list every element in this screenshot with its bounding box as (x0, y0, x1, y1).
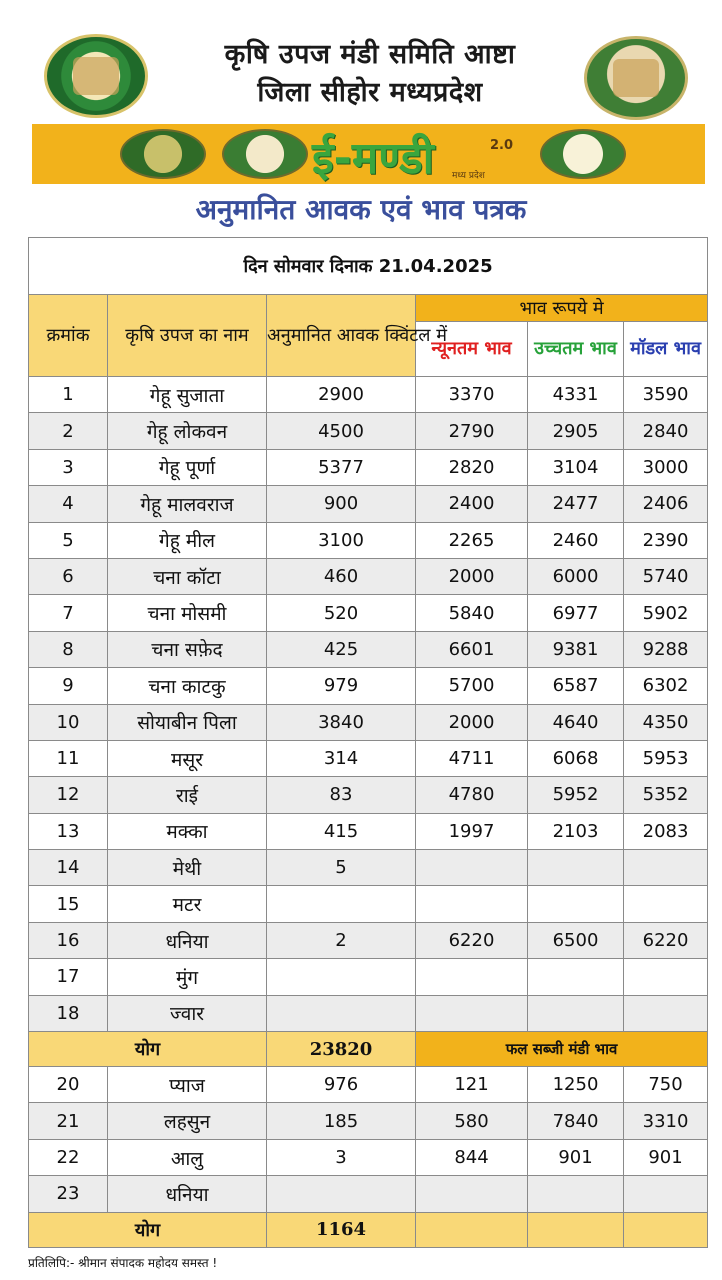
model-price-cell: 2406 (624, 486, 708, 522)
serial-cell: 11 (29, 740, 108, 776)
table-row (29, 777, 708, 813)
serial-cell: 16 (29, 922, 108, 958)
veg-total-blank-max (528, 1212, 624, 1247)
serial-cell: 2 (29, 413, 108, 449)
max-price-cell: 6500 (528, 922, 624, 958)
crop-name-cell: गेहू मालवराज (108, 486, 267, 522)
min-price-cell: 5840 (416, 595, 528, 631)
model-price-cell (624, 959, 708, 995)
arrival-cell: 520 (267, 595, 416, 631)
max-price-cell: 6068 (528, 740, 624, 776)
arrival-cell (267, 1176, 416, 1212)
col-min-header: न्यूनतम भाव (416, 322, 528, 377)
max-price-cell: 1250 (528, 1067, 624, 1103)
table-row (29, 595, 708, 631)
district-title: जिला सीहोर मध्यप्रदेश (257, 77, 483, 108)
veg-total-value: 1164 (267, 1212, 416, 1247)
max-price-cell (528, 1176, 624, 1212)
footer-copy-note: प्रतिलिपि:- श्रीमान संपादक महोदय समस्त ! (28, 1256, 218, 1270)
fruit-veg-header: फल सब्जी मंडी भाव (416, 1032, 708, 1067)
model-price-cell: 2083 (624, 813, 708, 849)
arrival-cell: 3840 (267, 704, 416, 740)
serial-cell: 7 (29, 595, 108, 631)
arrival-cell: 2 (267, 922, 416, 958)
model-price-cell: 3000 (624, 449, 708, 485)
table-row (29, 813, 708, 849)
max-price-cell: 2477 (528, 486, 624, 522)
serial-cell: 21 (29, 1103, 108, 1139)
veg-total-blank-min (416, 1212, 528, 1247)
min-price-cell: 844 (416, 1139, 528, 1175)
crop-name-cell: चना सफ़ेद (108, 631, 267, 667)
col-price-group-header: भाव रूपये मे (416, 295, 708, 322)
e-mandi-logo-text: ई-मण्डी (312, 133, 435, 184)
max-price-cell: 5952 (528, 777, 624, 813)
max-price-cell (528, 959, 624, 995)
arrival-cell: 3100 (267, 522, 416, 558)
model-price-cell: 901 (624, 1139, 708, 1175)
max-price-cell: 2460 (528, 522, 624, 558)
table-row (29, 449, 708, 485)
table-row (29, 1067, 708, 1103)
serial-cell: 5 (29, 522, 108, 558)
max-price-cell: 2103 (528, 813, 624, 849)
table-row (29, 959, 708, 995)
col-crop-header: कृषि उपज का नाम (108, 295, 267, 377)
serial-cell: 23 (29, 1176, 108, 1212)
table-row (29, 631, 708, 667)
crop-name-cell: धनिया (108, 1176, 267, 1212)
crop-name-cell: चना मोसमी (108, 595, 267, 631)
farmer-portrait-logo-icon (584, 36, 688, 120)
min-price-cell: 2820 (416, 449, 528, 485)
serial-cell: 22 (29, 1139, 108, 1175)
model-price-cell (624, 1176, 708, 1212)
crop-name-cell: आलु (108, 1139, 267, 1175)
min-price-cell: 121 (416, 1067, 528, 1103)
grain-total-row (29, 1032, 708, 1067)
serial-cell: 8 (29, 631, 108, 667)
crop-name-cell: चना कॉटा (108, 558, 267, 594)
arrival-cell: 3 (267, 1139, 416, 1175)
model-price-cell: 5953 (624, 740, 708, 776)
max-price-cell (528, 995, 624, 1031)
serial-cell: 14 (29, 850, 108, 886)
col-max-header: उच्चतम भाव (528, 322, 624, 377)
veg-total-label: योग (29, 1212, 267, 1247)
min-price-cell: 2265 (416, 522, 528, 558)
crop-name-cell: लहसुन (108, 1103, 267, 1139)
serial-cell: 20 (29, 1067, 108, 1103)
max-price-cell (528, 886, 624, 922)
table-row (29, 558, 708, 594)
arrival-cell (267, 959, 416, 995)
max-price-cell: 9381 (528, 631, 624, 667)
e-mandi-subtitle: मध्य प्रदेश (452, 171, 485, 181)
crop-name-cell: मटर (108, 886, 267, 922)
grain-total-value: 23820 (267, 1032, 416, 1067)
crop-name-cell: मुंग (108, 959, 267, 995)
table-row (29, 486, 708, 522)
min-price-cell (416, 886, 528, 922)
max-price-cell: 7840 (528, 1103, 624, 1139)
crop-name-cell: मेथी (108, 850, 267, 886)
table-row (29, 377, 708, 413)
table-row (29, 522, 708, 558)
model-price-cell: 5740 (624, 558, 708, 594)
serial-cell: 17 (29, 959, 108, 995)
table-row (29, 1103, 708, 1139)
crop-name-cell: राई (108, 777, 267, 813)
max-price-cell: 4640 (528, 704, 624, 740)
serial-cell: 13 (29, 813, 108, 849)
col-serial-header: क्रमांक (29, 295, 108, 377)
crop-name-cell: सोयाबीन पिला (108, 704, 267, 740)
arrival-cell: 314 (267, 740, 416, 776)
crop-name-cell: प्याज (108, 1067, 267, 1103)
max-price-cell: 901 (528, 1139, 624, 1175)
serial-cell: 3 (29, 449, 108, 485)
max-price-cell: 2905 (528, 413, 624, 449)
serial-cell: 1 (29, 377, 108, 413)
arrival-cell: 976 (267, 1067, 416, 1103)
arrival-cell: 2900 (267, 377, 416, 413)
mandi-emblem-icon (222, 129, 308, 179)
crop-name-cell: गेहू लोकवन (108, 413, 267, 449)
col-arrival-header: अनुमानित आवक क्विंटल में (267, 295, 416, 377)
price-table (28, 237, 708, 1248)
table-row (29, 922, 708, 958)
crop-name-cell: मक्का (108, 813, 267, 849)
arrival-cell: 83 (267, 777, 416, 813)
arrival-cell: 900 (267, 486, 416, 522)
page-header (0, 0, 722, 125)
model-price-cell: 5902 (624, 595, 708, 631)
veg-total-row (29, 1212, 708, 1247)
model-price-cell: 5352 (624, 777, 708, 813)
table-row (29, 704, 708, 740)
serial-cell: 15 (29, 886, 108, 922)
table-row (29, 850, 708, 886)
min-price-cell: 6220 (416, 922, 528, 958)
table-row (29, 886, 708, 922)
min-price-cell: 2790 (416, 413, 528, 449)
arrival-cell: 425 (267, 631, 416, 667)
max-price-cell (528, 850, 624, 886)
serial-cell: 12 (29, 777, 108, 813)
serial-cell: 10 (29, 704, 108, 740)
crop-name-cell: धनिया (108, 922, 267, 958)
min-price-cell (416, 959, 528, 995)
crop-name-cell: ज्वार (108, 995, 267, 1031)
serial-cell: 6 (29, 558, 108, 594)
min-price-cell: 2400 (416, 486, 528, 522)
crop-name-cell: गेहू मील (108, 522, 267, 558)
serial-cell: 9 (29, 668, 108, 704)
min-price-cell: 2000 (416, 558, 528, 594)
model-price-cell (624, 886, 708, 922)
model-price-cell: 6302 (624, 668, 708, 704)
arrival-cell: 460 (267, 558, 416, 594)
model-price-cell: 750 (624, 1067, 708, 1103)
min-price-cell: 3370 (416, 377, 528, 413)
crop-name-cell: चना काटकु (108, 668, 267, 704)
anniversary-emblem-icon (540, 129, 626, 179)
model-price-cell: 3590 (624, 377, 708, 413)
arrival-cell: 5 (267, 850, 416, 886)
col-model-header: मॉडल भाव (624, 322, 708, 377)
table-row (29, 740, 708, 776)
model-price-cell: 2390 (624, 522, 708, 558)
grain-total-label: योग (29, 1032, 267, 1067)
min-price-cell: 580 (416, 1103, 528, 1139)
arrival-cell (267, 995, 416, 1031)
min-price-cell: 2000 (416, 704, 528, 740)
table-row (29, 668, 708, 704)
date-line: दिन सोमवार दिनाक 21.04.2025 (29, 238, 708, 295)
arrival-cell: 185 (267, 1103, 416, 1139)
table-row (29, 413, 708, 449)
arrival-cell (267, 886, 416, 922)
model-price-cell: 6220 (624, 922, 708, 958)
max-price-cell: 6977 (528, 595, 624, 631)
serial-cell: 4 (29, 486, 108, 522)
veg-total-blank-model (624, 1212, 708, 1247)
model-price-cell: 3310 (624, 1103, 708, 1139)
min-price-cell (416, 1176, 528, 1212)
max-price-cell: 3104 (528, 449, 624, 485)
model-price-cell: 9288 (624, 631, 708, 667)
crop-name-cell: गेहू सुजाता (108, 377, 267, 413)
max-price-cell: 4331 (528, 377, 624, 413)
e-mandi-banner (32, 124, 705, 184)
model-price-cell: 4350 (624, 704, 708, 740)
document-title: अनुमानित आवक एवं भाव पत्रक (195, 193, 527, 226)
min-price-cell: 4780 (416, 777, 528, 813)
crop-name-cell: मसूर (108, 740, 267, 776)
arrival-cell: 4500 (267, 413, 416, 449)
max-price-cell: 6000 (528, 558, 624, 594)
min-price-cell: 6601 (416, 631, 528, 667)
e-mandi-version: 2.0 (490, 138, 514, 153)
table-row (29, 1139, 708, 1175)
committee-title: कृषि उपज मंडी समिति आष्टा (224, 39, 516, 70)
mandi-board-logo-icon (44, 34, 148, 118)
min-price-cell: 4711 (416, 740, 528, 776)
arrival-cell: 979 (267, 668, 416, 704)
table-row (29, 995, 708, 1031)
model-price-cell: 2840 (624, 413, 708, 449)
min-price-cell (416, 995, 528, 1031)
map-emblem-icon (120, 129, 206, 179)
model-price-cell (624, 995, 708, 1031)
model-price-cell (624, 850, 708, 886)
min-price-cell (416, 850, 528, 886)
min-price-cell: 1997 (416, 813, 528, 849)
arrival-cell: 5377 (267, 449, 416, 485)
table-row (29, 1176, 708, 1212)
max-price-cell: 6587 (528, 668, 624, 704)
crop-name-cell: गेहू पूर्णा (108, 449, 267, 485)
serial-cell: 18 (29, 995, 108, 1031)
arrival-cell: 415 (267, 813, 416, 849)
min-price-cell: 5700 (416, 668, 528, 704)
